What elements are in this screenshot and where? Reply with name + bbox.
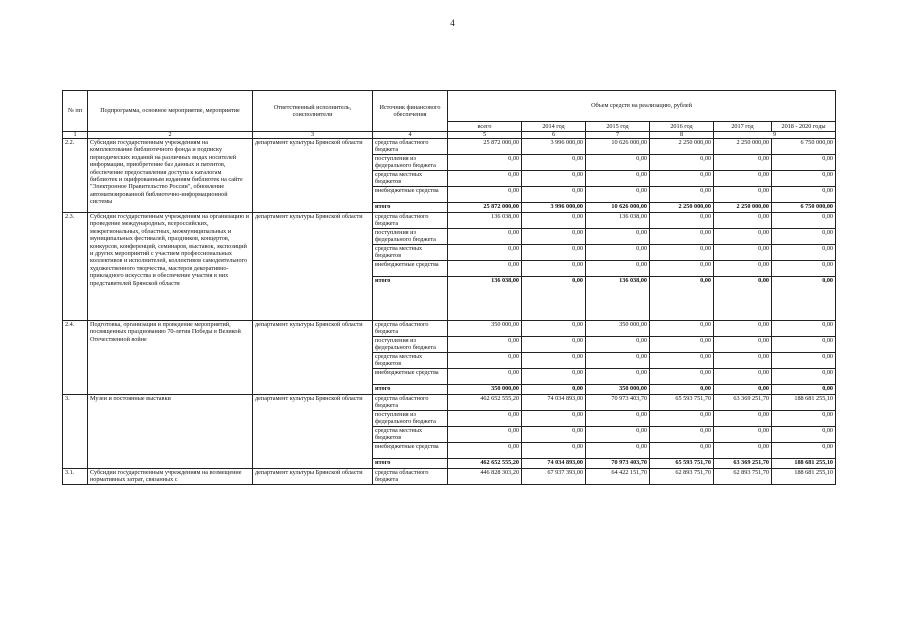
amount-cell: 0,00 <box>714 171 772 187</box>
amount-cell: 188 681 255,10 <box>772 469 836 485</box>
amount-cell: 350 000,00 <box>586 385 650 395</box>
amount-cell: 136 038,00 <box>448 213 522 229</box>
amount-cell: 63 369 251,70 <box>714 395 772 411</box>
amount-cell: 62 893 751,70 <box>650 469 714 485</box>
amount-cell: 0,00 <box>522 229 586 245</box>
amount-cell: 74 034 893,00 <box>522 395 586 411</box>
amount-cell: 0,00 <box>586 369 650 385</box>
funding-source: средства местных бюджетов <box>373 171 448 187</box>
row-responsible: департамент культуры Брянской области <box>253 469 373 485</box>
amount-cell: 70 973 403,70 <box>586 395 650 411</box>
amount-cell: 462 652 555,20 <box>448 395 522 411</box>
amount-cell: 0,00 <box>448 337 522 353</box>
amount-cell: 0,00 <box>586 443 650 459</box>
funding-source: средства областного бюджета <box>373 321 448 337</box>
header-year: 2016 год <box>650 122 714 132</box>
column-number: 9 <box>714 132 836 139</box>
amount-cell: 63 369 251,70 <box>714 459 772 469</box>
page-number: 4 <box>450 18 455 28</box>
amount-cell: 74 034 893,00 <box>522 459 586 469</box>
funding-source: средства областного бюджета <box>373 395 448 411</box>
amount-cell: 0,00 <box>772 427 836 443</box>
column-number: 3 <box>253 132 373 139</box>
amount-cell: 0,00 <box>586 187 650 203</box>
row-responsible: департамент культуры Брянской области <box>253 395 373 469</box>
funding-source: средства местных бюджетов <box>373 427 448 443</box>
amount-cell: 0,00 <box>650 171 714 187</box>
funding-source: поступления из федерального бюджета <box>373 229 448 245</box>
amount-cell: 0,00 <box>522 171 586 187</box>
funding-source: средства областного бюджета <box>373 213 448 229</box>
amount-cell: 0,00 <box>650 353 714 369</box>
amount-cell: 0,00 <box>448 261 522 277</box>
row-description: Субсидии государственным учреждениям на возмещение нормативных затрат, связанных с <box>88 469 253 485</box>
amount-cell: 0,00 <box>650 321 714 337</box>
amount-cell: 0,00 <box>586 171 650 187</box>
header-program: Подпрограмма, основное мероприятие, мероприятие <box>88 91 253 132</box>
amount-cell: 0,00 <box>448 229 522 245</box>
amount-cell: 0,00 <box>772 261 836 277</box>
amount-cell: 0,00 <box>522 277 586 321</box>
amount-cell: 0,00 <box>714 385 772 395</box>
amount-cell: 446 828 303,20 <box>448 469 522 485</box>
amount-cell: 0,00 <box>714 427 772 443</box>
amount-cell: 0,00 <box>448 171 522 187</box>
funding-source: средства местных бюджетов <box>373 353 448 369</box>
amount-cell: 2 250 000,00 <box>714 203 772 213</box>
amount-cell: 0,00 <box>448 427 522 443</box>
funding-source: средства областного бюджета <box>373 469 448 485</box>
amount-cell: 6 750 000,00 <box>772 203 836 213</box>
amount-cell: 136 038,00 <box>586 213 650 229</box>
funding-source: итого <box>373 385 448 395</box>
table-row <box>63 469 836 485</box>
table-row <box>63 139 836 155</box>
amount-cell: 0,00 <box>714 213 772 229</box>
amount-cell: 62 893 751,70 <box>714 469 772 485</box>
funding-source: итого <box>373 203 448 213</box>
funding-source: поступления из федерального бюджета <box>373 411 448 427</box>
amount-cell: 0,00 <box>714 369 772 385</box>
amount-cell: 0,00 <box>586 411 650 427</box>
funding-source: итого <box>373 277 448 321</box>
amount-cell: 2 250 000,00 <box>714 139 772 155</box>
header-year: 2018 - 2020 годы <box>772 122 836 132</box>
amount-cell: 136 038,00 <box>448 277 522 321</box>
amount-cell: 0,00 <box>448 353 522 369</box>
amount-cell: 0,00 <box>522 261 586 277</box>
amount-cell: 0,00 <box>650 427 714 443</box>
row-description: Субсидии государственным учреждениям на организацию и проведение международных, всероссийских, межрегиональных, областных, межмуниципальных и муниципальных фестивалей, праздников, концертов, конкурсов, конференций, семинаров, выставок, экспозиций и других мероприятий с участием профессиональных коллективов и исполнителей, коллективов самодеятельного художественного творчества, мастеров декоративно-прикладного искусства и обеспечение участия в них представителей Брянской области <box>88 213 253 321</box>
amount-cell: 0,00 <box>650 261 714 277</box>
header-num: № пп <box>63 91 88 132</box>
amount-cell: 0,00 <box>772 277 836 321</box>
header-responsible: Ответственный исполнитель, соисполнители <box>253 91 373 132</box>
amount-cell: 0,00 <box>522 187 586 203</box>
amount-cell: 0,00 <box>650 369 714 385</box>
funding-source: внебюджетные средства <box>373 443 448 459</box>
amount-cell: 0,00 <box>522 369 586 385</box>
amount-cell: 0,00 <box>772 187 836 203</box>
amount-cell: 350 000,00 <box>448 321 522 337</box>
amount-cell: 0,00 <box>650 213 714 229</box>
funding-source: поступления из федерального бюджета <box>373 337 448 353</box>
amount-cell: 65 593 751,70 <box>650 459 714 469</box>
amount-cell: 0,00 <box>448 369 522 385</box>
amount-cell: 0,00 <box>650 155 714 171</box>
amount-cell: 10 626 000,00 <box>586 203 650 213</box>
amount-cell: 0,00 <box>772 353 836 369</box>
amount-cell: 136 038,00 <box>586 277 650 321</box>
amount-cell: 0,00 <box>586 337 650 353</box>
header-year: 2017 год <box>714 122 772 132</box>
amount-cell: 462 652 555,20 <box>448 459 522 469</box>
funding-source: поступления из федерального бюджета <box>373 155 448 171</box>
amount-cell: 0,00 <box>772 385 836 395</box>
amount-cell: 2 250 000,00 <box>650 203 714 213</box>
amount-cell: 0,00 <box>586 261 650 277</box>
amount-cell: 0,00 <box>522 443 586 459</box>
amount-cell: 0,00 <box>448 187 522 203</box>
budget-table <box>62 90 836 485</box>
amount-cell: 0,00 <box>714 411 772 427</box>
amount-cell: 0,00 <box>714 321 772 337</box>
amount-cell: 0,00 <box>650 277 714 321</box>
header-source: Источник финансового обеспечения <box>373 91 448 132</box>
amount-cell: 0,00 <box>714 337 772 353</box>
amount-cell: 0,00 <box>772 245 836 261</box>
amount-cell: 64 422 151,70 <box>586 469 650 485</box>
column-number: 1 <box>63 132 88 139</box>
table-row <box>63 213 836 229</box>
column-number: 2 <box>88 132 253 139</box>
amount-cell: 25 872 000,00 <box>448 203 522 213</box>
amount-cell: 350 000,00 <box>448 385 522 395</box>
amount-cell: 0,00 <box>650 245 714 261</box>
funding-source: внебюджетные средства <box>373 261 448 277</box>
header-volume: Объем средств на реализацию, рублей <box>448 91 836 122</box>
row-number: 3. <box>63 395 88 469</box>
amount-cell: 0,00 <box>772 443 836 459</box>
amount-cell: 0,00 <box>448 411 522 427</box>
amount-cell: 0,00 <box>522 321 586 337</box>
header-year: 2014 год <box>522 122 586 132</box>
amount-cell: 0,00 <box>650 411 714 427</box>
amount-cell: 0,00 <box>772 411 836 427</box>
amount-cell: 0,00 <box>522 411 586 427</box>
amount-cell: 0,00 <box>586 229 650 245</box>
amount-cell: 10 626 000,00 <box>586 139 650 155</box>
amount-cell: 0,00 <box>586 155 650 171</box>
amount-cell: 0,00 <box>650 385 714 395</box>
amount-cell: 3 996 000,00 <box>522 139 586 155</box>
row-responsible: департамент культуры Брянской области <box>253 321 373 395</box>
amount-cell: 0,00 <box>586 245 650 261</box>
table-row <box>63 321 836 337</box>
column-number: 5 <box>448 132 522 139</box>
amount-cell: 0,00 <box>772 337 836 353</box>
amount-cell: 0,00 <box>772 213 836 229</box>
amount-cell: 188 681 255,10 <box>772 459 836 469</box>
funding-source: внебюджетные средства <box>373 187 448 203</box>
row-number: 2.3. <box>63 213 88 321</box>
row-description: Субсидии государственным учреждениям на комплектование библиотечного фонда и подписку периодических изданий на различных видах носителей информации, приобретение баз данных и патентов, обеспечение предоставления доступа к каталогам библиотек и оцифрованным изданиям библиотек на сайте "Электронное Правительство России", обновление автоматизированной библиотечно-информационной системы <box>88 139 253 213</box>
row-number: 3.1. <box>63 469 88 485</box>
amount-cell: 0,00 <box>522 353 586 369</box>
amount-cell: 0,00 <box>772 321 836 337</box>
amount-cell: 0,00 <box>714 229 772 245</box>
funding-source: средства местных бюджетов <box>373 245 448 261</box>
amount-cell: 0,00 <box>772 369 836 385</box>
amount-cell: 0,00 <box>586 353 650 369</box>
amount-cell: 0,00 <box>714 155 772 171</box>
amount-cell: 0,00 <box>522 213 586 229</box>
amount-cell: 0,00 <box>714 277 772 321</box>
amount-cell: 6 750 000,00 <box>772 139 836 155</box>
amount-cell: 0,00 <box>522 337 586 353</box>
row-responsible: департамент культуры Брянской области <box>253 139 373 213</box>
amount-cell: 188 681 255,10 <box>772 395 836 411</box>
funding-source: внебюджетные средства <box>373 369 448 385</box>
amount-cell: 0,00 <box>448 155 522 171</box>
column-number: 7 <box>586 132 650 139</box>
column-number: 8 <box>650 132 714 139</box>
column-number: 6 <box>522 132 586 139</box>
amount-cell: 0,00 <box>522 427 586 443</box>
funding-source: итого <box>373 459 448 469</box>
amount-cell: 0,00 <box>772 155 836 171</box>
amount-cell: 70 973 403,70 <box>586 459 650 469</box>
row-number: 2.4. <box>63 321 88 395</box>
amount-cell: 0,00 <box>448 245 522 261</box>
amount-cell: 67 937 393,00 <box>522 469 586 485</box>
amount-cell: 65 593 751,70 <box>650 395 714 411</box>
amount-cell: 0,00 <box>650 187 714 203</box>
row-number: 2.2. <box>63 139 88 213</box>
column-number: 4 <box>373 132 448 139</box>
row-description: Музеи и постоянные выставки <box>88 395 253 469</box>
row-responsible: департамент культуры Брянской области <box>253 213 373 321</box>
amount-cell: 0,00 <box>714 443 772 459</box>
amount-cell: 0,00 <box>714 353 772 369</box>
amount-cell: 0,00 <box>714 245 772 261</box>
amount-cell: 350 000,00 <box>586 321 650 337</box>
table-row <box>63 395 836 411</box>
amount-cell: 0,00 <box>772 229 836 245</box>
header-year: всего <box>448 122 522 132</box>
amount-cell: 0,00 <box>448 443 522 459</box>
amount-cell: 0,00 <box>650 337 714 353</box>
amount-cell: 0,00 <box>772 171 836 187</box>
amount-cell: 3 996 000,00 <box>522 203 586 213</box>
amount-cell: 0,00 <box>714 187 772 203</box>
amount-cell: 0,00 <box>522 385 586 395</box>
amount-cell: 2 250 000,00 <box>650 139 714 155</box>
amount-cell: 0,00 <box>650 443 714 459</box>
amount-cell: 0,00 <box>586 427 650 443</box>
funding-source: средства областного бюджета <box>373 139 448 155</box>
amount-cell: 0,00 <box>714 261 772 277</box>
header-year: 2015 год <box>586 122 650 132</box>
amount-cell: 0,00 <box>522 245 586 261</box>
amount-cell: 0,00 <box>650 229 714 245</box>
row-description: Подготовка, организация и проведение мероприятий, посвященных празднованию 70-летия Победы в Великой Отечественной войне <box>88 321 253 395</box>
amount-cell: 25 872 000,00 <box>448 139 522 155</box>
amount-cell: 0,00 <box>522 155 586 171</box>
